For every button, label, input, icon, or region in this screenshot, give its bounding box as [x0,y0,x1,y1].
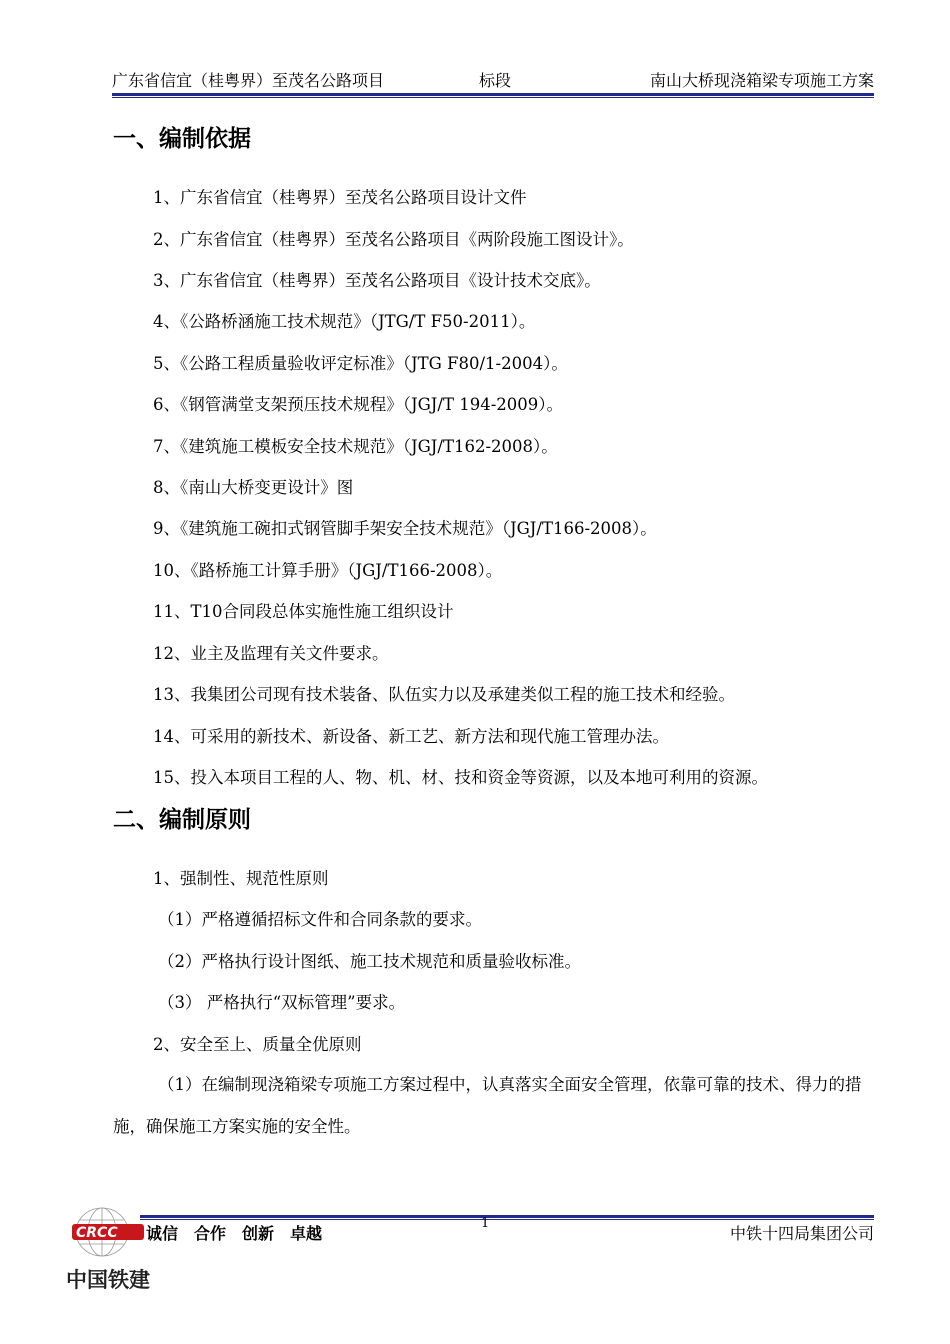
header-rule-thin [112,97,874,98]
basis-item: 8、《南山大桥变更设计》图 [153,478,354,497]
principle-subitem: （1）严格遵循招标文件和合同条款的要求。 [158,910,482,929]
basis-item: 11、T10合同段总体实施性施工组织设计 [153,602,454,621]
principle-subitem: （2）严格执行设计图纸、施工技术规范和质量验收标准。 [158,952,581,971]
basis-item: 10、《路桥施工计算手册》（JGJ/T166-2008）。 [153,561,503,580]
header-doc-title: 南山大桥现浇箱梁专项施工方案 [649,71,874,90]
header-project: 广东省信宜（桂粤界）至茂名公路项目 [112,71,385,90]
basis-item: 7、《建筑施工模板安全技术规范》（JGJ/T162-2008）。 [153,437,558,456]
section-title-basis: 一、编制依据 [113,126,251,152]
logo-company-name: 中国铁建 [66,1268,150,1292]
header-rule-thick [112,93,874,96]
principle-heading: 2、安全至上、质量全优原则 [153,1035,362,1054]
basis-item: 13、我集团公司现有技术装备、队伍实力以及承建类似工程的施工技术和经验。 [153,685,735,704]
principle-subitem: （3） 严格执行“双标管理”要求。 [158,993,406,1012]
principle-paragraph: （1）在编制现浇箱梁专项施工方案过程中，认真落实全面安全管理，依靠可靠的技术、得力的措施，确保施工方案实施的安全性。 [113,1075,862,1136]
footer-rule-thin [140,1219,874,1220]
basis-item: 1、广东省信宜（桂粤界）至茂名公路项目设计文件 [153,188,527,207]
page-number: 1 [481,1216,490,1231]
basis-item: 15、投入本项目工程的人、物、机、材、技和资金等资源，以及本地可利用的资源。 [153,768,768,787]
basis-item: 2、广东省信宜（桂粤界）至茂名公路项目《两阶段施工图设计》。 [153,230,634,249]
basis-item: 4、《公路桥涵施工技术规范》（JTG/T F50-2011）。 [153,312,536,331]
basis-item: 12、业主及监理有关文件要求。 [153,644,389,663]
header-section: 标段 [479,71,512,90]
basis-item: 6、《钢管满堂支架预压技术规程》（JGJ/T 194-2009）。 [153,395,564,414]
logo-emblem-text: CRCC [76,1225,118,1241]
page-header [112,68,874,92]
footer-company: 中铁十四局集团公司 [729,1224,874,1243]
footer-rule-thick [140,1215,874,1218]
basis-item: 3、广东省信宜（桂粤界）至茂名公路项目《设计技术交底》。 [153,271,601,290]
basis-item: 9、《建筑施工碗扣式钢管脚手架安全技术规范》（JGJ/T166-2008）。 [153,519,657,538]
basis-item: 14、可采用的新技术、新设备、新工艺、新方法和现代施工管理办法。 [153,727,669,746]
principle-heading: 1、强制性、规范性原则 [153,869,329,888]
section-title-principles: 二、编制原则 [113,807,251,833]
basis-item: 5、《公路工程质量验收评定标准》（JTG F80/1-2004）。 [153,354,568,373]
footer-motto: 诚信 合作 创新 卓越 [146,1224,323,1243]
